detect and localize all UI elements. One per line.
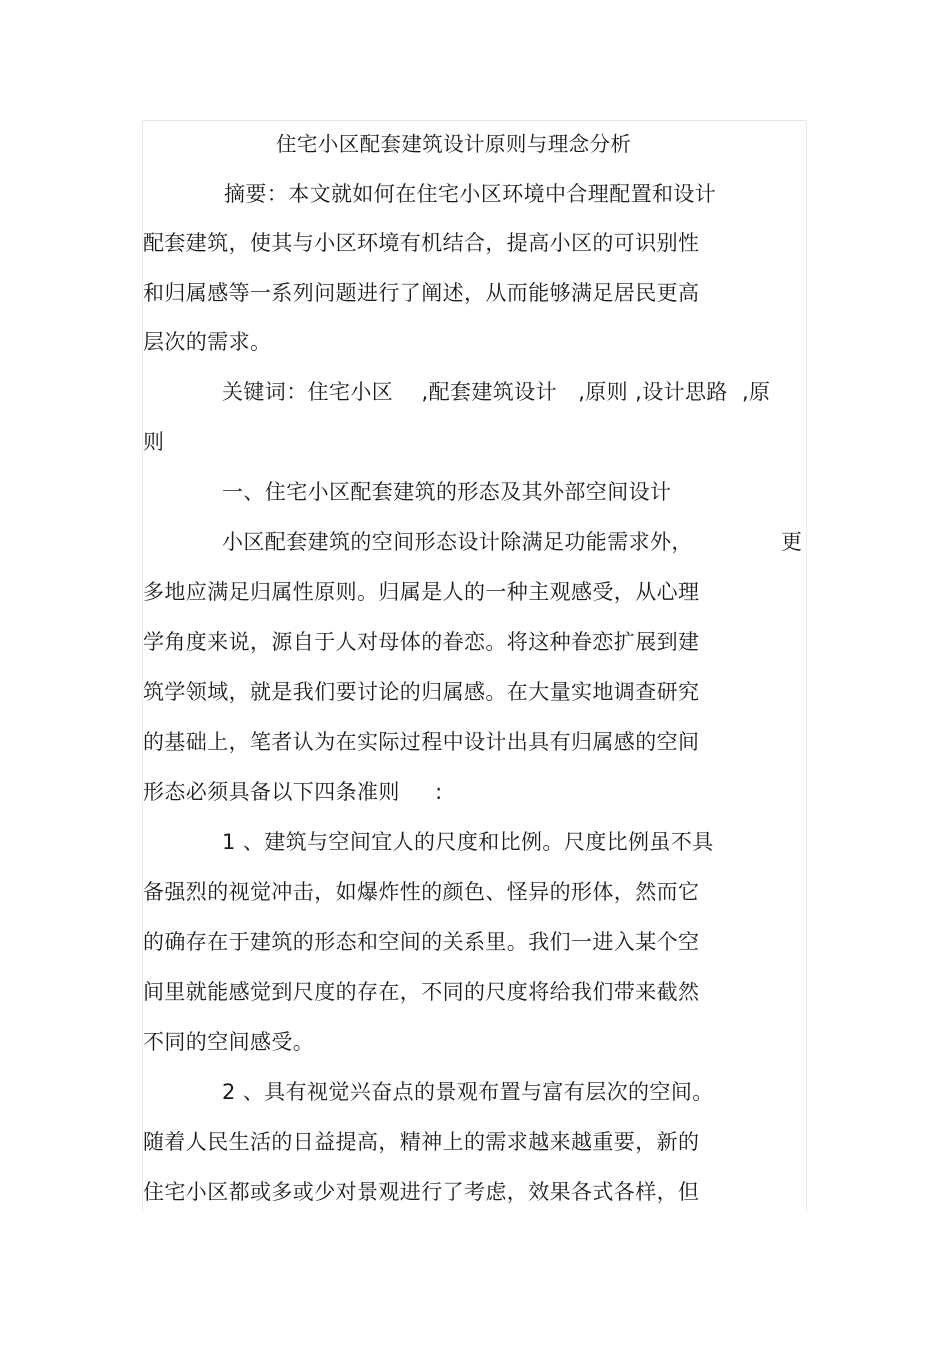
- principle-2-line-3: 住宅小区都或多或少对景观进行了考虑，效果各式各样，但: [143, 1180, 700, 1204]
- keywords-line-1: 关键词：住宅小区 ,配套建筑设计 ,原则 ,设计思路 ,原: [222, 380, 771, 404]
- body-line-4: 筑学领域，就是我们要讨论的归属感。在大量实地调查研究: [143, 680, 700, 704]
- principle-1-line-2: 备强烈的视觉冲击，如爆炸性的颜色、怪异的形体，然而它: [143, 880, 700, 904]
- body-line-1-end: 更: [781, 530, 803, 554]
- principle-1-line-4: 间里就能感觉到尺度的存在，不同的尺度将给我们带来截然: [143, 980, 700, 1004]
- abstract-line-1: 摘要：本文就如何在住宅小区环境中合理配置和设计: [224, 182, 717, 206]
- principle-2-line-1: 2 、具有视觉兴奋点的景观布置与富有层次的空间。: [222, 1080, 714, 1104]
- keywords-line-2: 则: [143, 430, 165, 454]
- body-line-5: 的基础上，笔者认为在实际过程中设计出具有归属感的空间: [143, 730, 700, 754]
- abstract-line-2: 配套建筑，使其与小区环境有机结合，提高小区的可识别性: [143, 231, 700, 255]
- body-line-1: 小区配套建筑的空间形态设计除满足功能需求外，: [222, 530, 693, 554]
- abstract-line-3: 和归属感等一系列问题进行了阐述，从而能够满足居民更高: [143, 281, 700, 305]
- section-heading-1: 一、住宅小区配套建筑的形态及其外部空间设计: [222, 480, 672, 504]
- principle-1-line-3: 的确存在于建筑的形态和空间的关系里。我们一进入某个空: [143, 930, 700, 954]
- principle-1-line-5: 不同的空间感受。: [143, 1030, 315, 1054]
- body-line-3: 学角度来说，源自于人对母体的眷恋。将这种眷恋扩展到建: [143, 630, 700, 654]
- body-line-2: 多地应满足归属性原则。归属是人的一种主观感受，从心理: [143, 580, 700, 604]
- principle-1-line-1: 1 、建筑与空间宜人的尺度和比例。尺度比例虽不具: [222, 830, 714, 854]
- body-line-6: 形态必须具备以下四条准则 :: [143, 780, 443, 804]
- principle-2-line-2: 随着人民生活的日益提高，精神上的需求越来越重要，新的: [143, 1130, 700, 1154]
- abstract-line-4: 层次的需求。: [143, 330, 272, 354]
- document-title: 住宅小区配套建筑设计原则与理念分析: [276, 132, 632, 156]
